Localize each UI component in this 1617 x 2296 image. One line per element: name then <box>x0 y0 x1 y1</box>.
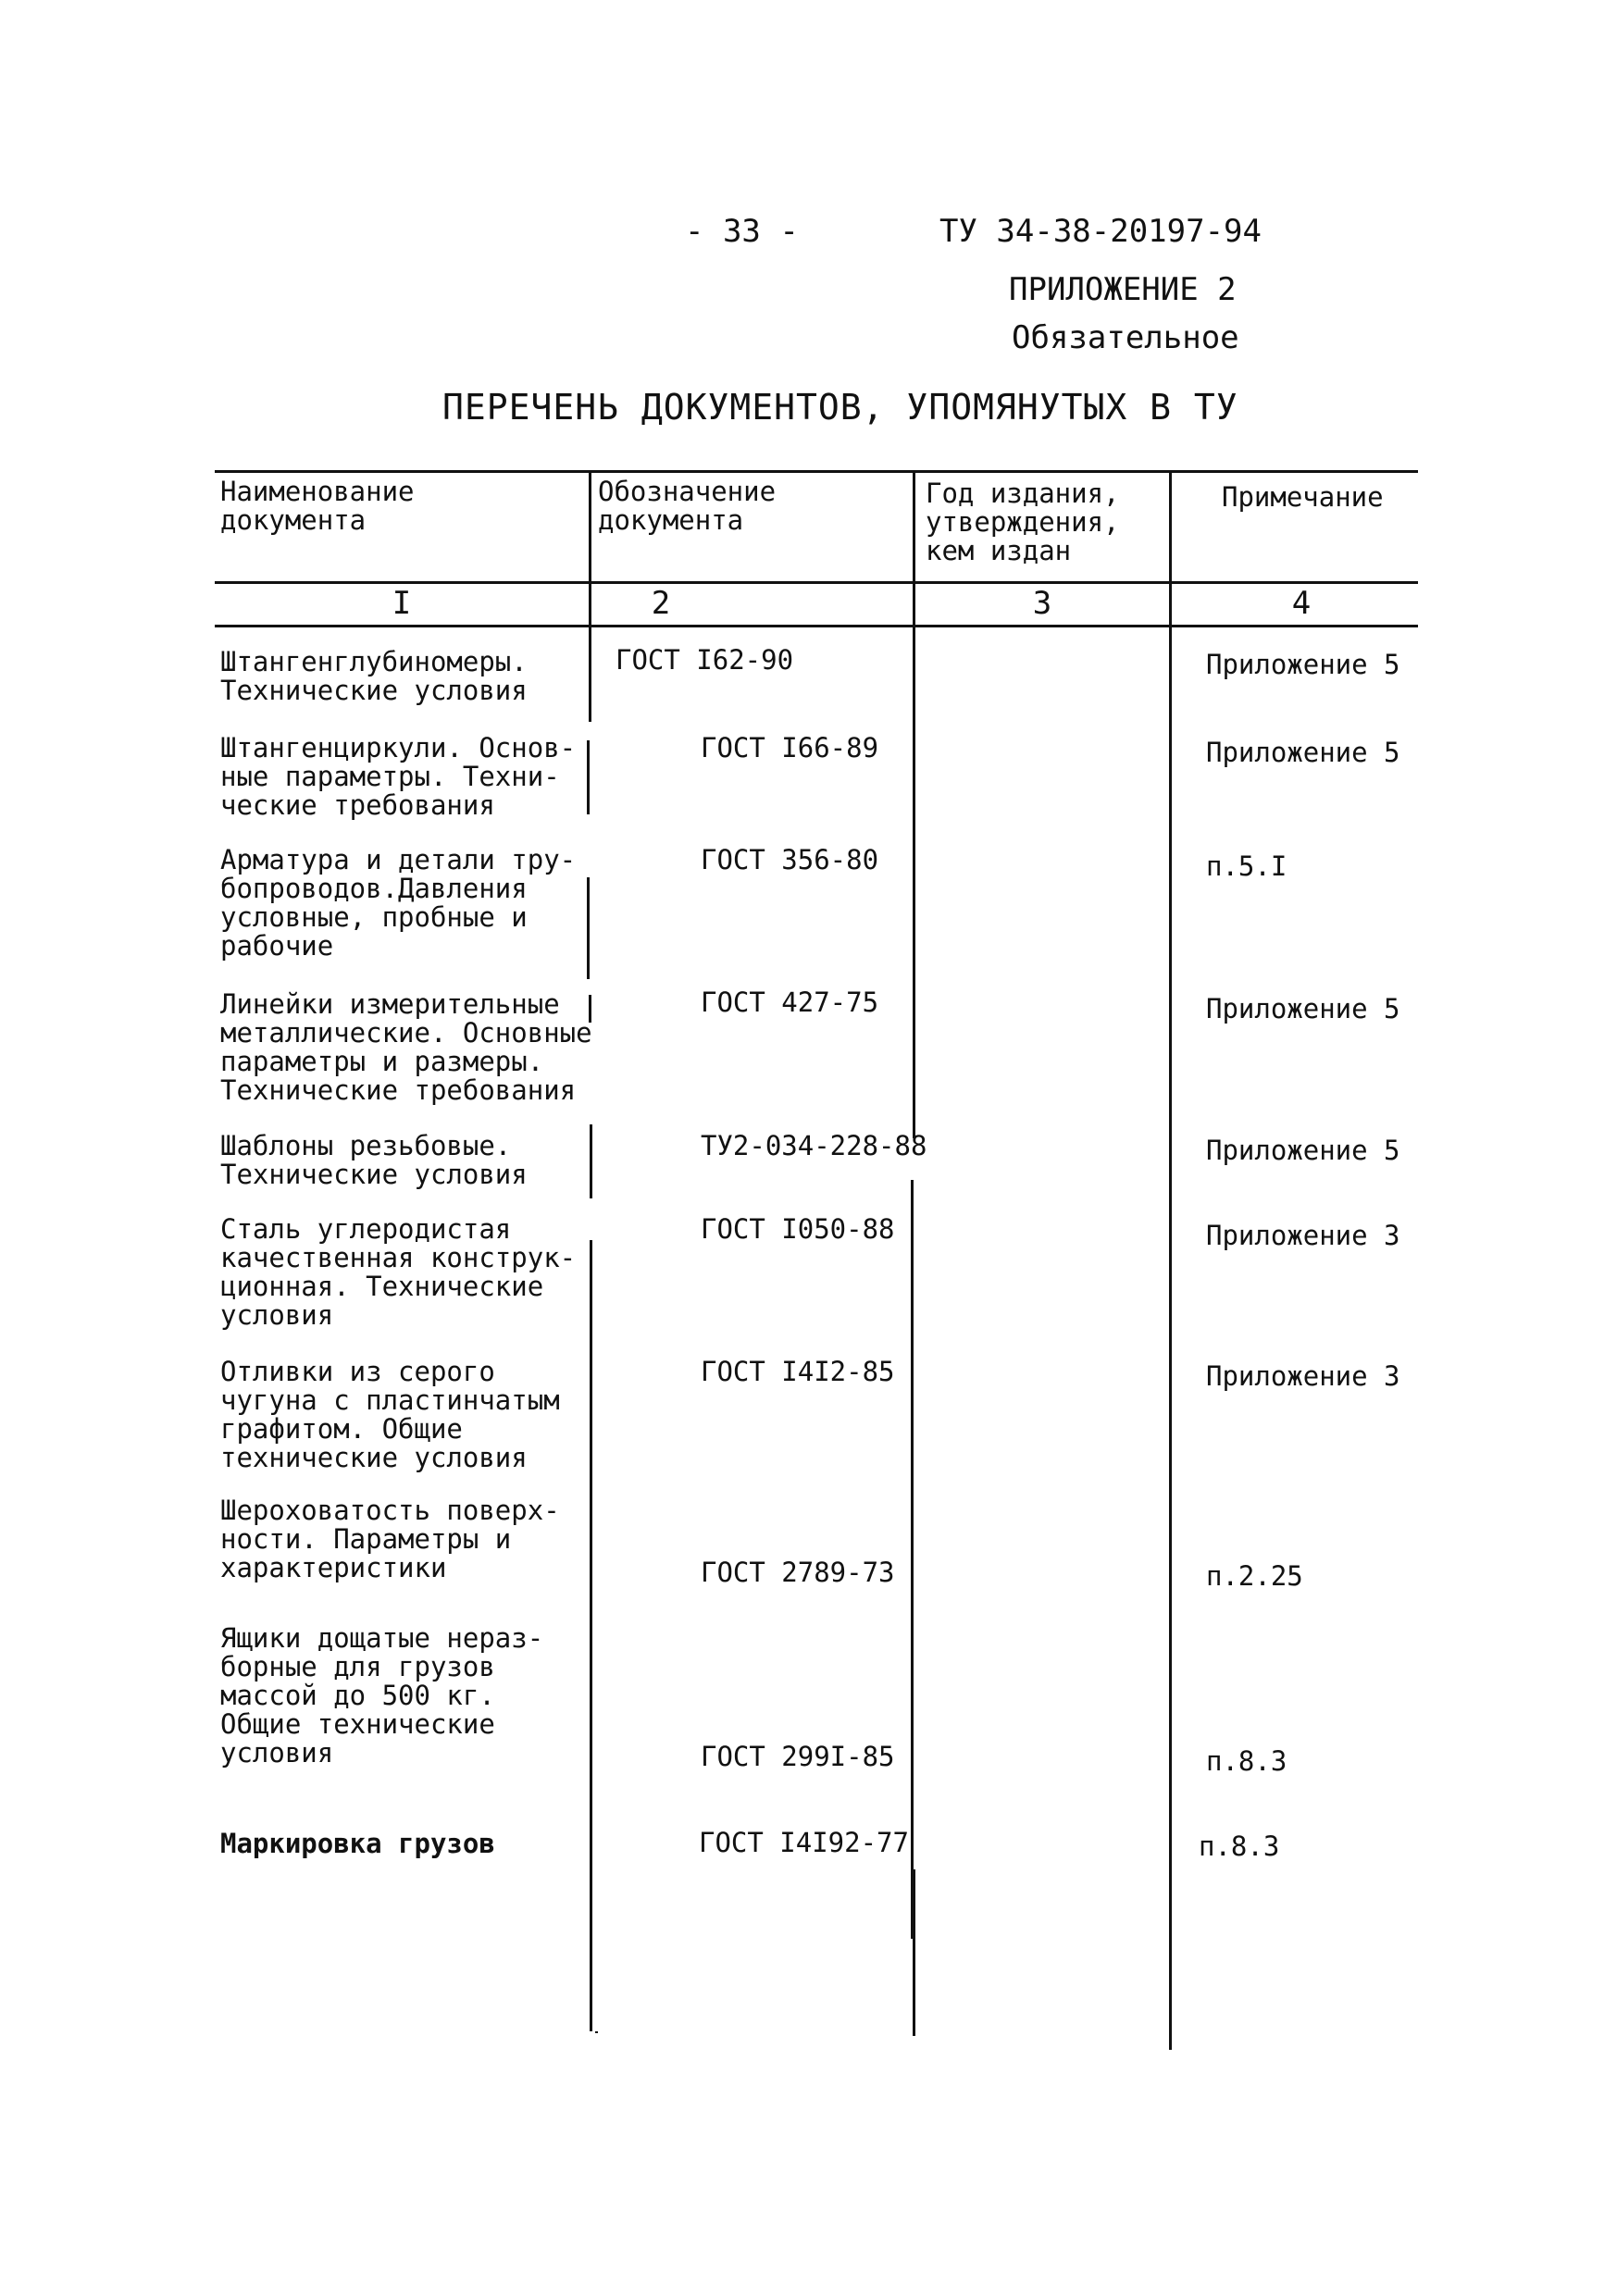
row-designation: ГОСТ I62-90 <box>616 644 794 676</box>
row-note: Приложение 5 <box>1206 993 1400 1024</box>
header-note: Примечание <box>1222 481 1384 513</box>
header-designation: Обозначение документа <box>598 476 777 536</box>
row-name: Шероховатость поверх- ности. Параметры и характеристики <box>220 1495 560 1583</box>
row-note: п.8.3 <box>1199 1831 1280 1862</box>
document-code: ТУ 34-38-20197-94 <box>939 213 1262 250</box>
appendix-label: ПРИЛОЖЕНИЕ 2 <box>1009 271 1237 308</box>
row-note: п.5.I <box>1206 850 1287 882</box>
header-bottom-rule <box>215 581 1418 584</box>
table-top-rule <box>215 470 1418 473</box>
page-title: ПЕРЕЧЕНЬ ДОКУМЕНТОВ, УПОМЯНУТЫХ В ТУ <box>442 387 1238 428</box>
row-name: Линейки измерительные металлические. Основные параметры и размеры. Технические требования <box>220 988 592 1106</box>
row-name: Арматура и детали тру- бопроводов.Давления условные, пробные и рабочие <box>220 844 577 962</box>
row-designation: ТУ2-034-228-88 <box>701 1130 927 1161</box>
row-note: п.2.25 <box>1206 1560 1303 1592</box>
appendix-status: Обязательное <box>1012 319 1239 356</box>
row-name: Маркировка грузов <box>220 1828 495 1859</box>
row-note: Приложение 3 <box>1206 1220 1400 1251</box>
body-divider-2c <box>913 1869 915 2036</box>
header-name: Наименование документа <box>220 476 415 536</box>
row-name: Шаблоны резьбовые. Технические условия <box>220 1130 528 1190</box>
numbers-bottom-rule <box>215 625 1418 627</box>
row-note: Приложение 5 <box>1206 737 1400 768</box>
header-year: Год издания, утверждения, кем издан <box>926 478 1120 566</box>
row-designation: ГОСТ 427-75 <box>701 987 879 1018</box>
row-note: Приложение 3 <box>1206 1360 1400 1392</box>
row-name: Ящики дощатые нераз- борные для грузов массой до 500 кг. Общие технические условия <box>220 1622 544 1769</box>
body-divider-1f <box>590 1240 592 2031</box>
column-number-3: 3 <box>1032 585 1052 622</box>
body-divider-1c <box>587 877 590 979</box>
body-divider-3 <box>1169 625 1172 2050</box>
row-designation: ГОСТ 299I-85 <box>701 1741 895 1772</box>
row-name: Штангенциркули. Основ- ные параметры. Техни- ческие требования <box>220 732 577 821</box>
row-designation: ГОСТ I4I2-85 <box>701 1356 895 1387</box>
column-number-1: I <box>392 585 412 622</box>
body-divider-1g <box>595 2031 598 2033</box>
body-divider-2a <box>913 625 915 1138</box>
body-divider-1b <box>587 740 590 814</box>
row-note: Приложение 5 <box>1206 1135 1400 1166</box>
body-divider-2b <box>911 1180 914 1939</box>
row-designation: ГОСТ I4I92-77 <box>699 1827 909 1858</box>
row-name: Штангенглубиномеры. Технические условия <box>220 646 528 706</box>
page-number: - 33 - <box>685 213 799 250</box>
row-designation: ГОСТ I66-89 <box>701 732 879 763</box>
column-number-2: 2 <box>651 585 671 622</box>
row-note: п.8.3 <box>1206 1745 1287 1777</box>
column-number-4: 4 <box>1291 585 1312 622</box>
row-designation: ГОСТ 356-80 <box>701 844 879 875</box>
row-note: Приложение 5 <box>1206 649 1400 680</box>
body-divider-1a <box>589 625 591 722</box>
row-designation: ГОСТ 2789-73 <box>701 1557 895 1588</box>
row-designation: ГОСТ I050-88 <box>701 1213 895 1245</box>
row-name: Отливки из серого чугуна с пластинчатым графитом. Общие технические условия <box>220 1356 560 1473</box>
body-divider-1e <box>590 1124 592 1198</box>
row-name: Сталь углеродистая качественная конструк- ционная. Технические условия <box>220 1213 577 1331</box>
